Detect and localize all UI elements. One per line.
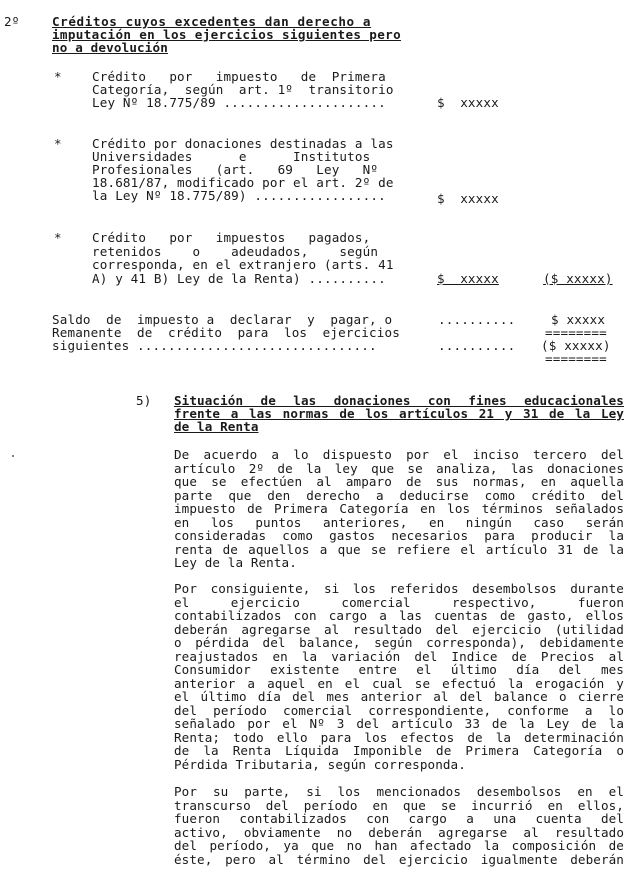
paragraph-line: anterior a aquel en el cual se efectuó la erogación y: [174, 675, 624, 691]
paragraph-line: impuesto de Primera Categoría en los términos señalados: [174, 501, 624, 516]
item-3-line-1: Crédito por impuestos pagados,: [92, 230, 371, 245]
item-1-line-3: Ley Nº 18.775/89 .....................: [92, 95, 386, 110]
paragraph-line: artículo 2º de la ley que se analiza, las donaciones: [174, 460, 624, 476]
item-bullet: *: [54, 69, 62, 84]
paragraph-line: de la Renta Líquida Imponible de Primera Categoría o: [174, 743, 624, 758]
summary-value-1: $ xxxxx: [551, 312, 606, 327]
paragraph-line: Consumidor existente entre el último día del mes: [174, 662, 624, 677]
paragraph-line: Ley de la Renta.: [174, 555, 297, 570]
paragraph-line: activo, obviamente no deberán agregarse al resultado: [174, 824, 624, 840]
paragraph-3: [174, 785, 624, 866]
paragraph-line: De acuerdo a lo dispuesto por el inciso tercero del: [174, 447, 624, 462]
item-1-line-2: Categoría, según art. 1º transitorio: [92, 82, 394, 97]
paragraph-line: Pérdida Tributaria, según corresponda.: [174, 756, 466, 772]
item-3-amount: $ xxxxx: [437, 271, 499, 286]
paragraph-line: éste, pero al término del ejercicio igualmente deberán: [174, 851, 624, 867]
paragraph-line: renta de aquellos a que se refiere el artículo 31 de la: [174, 541, 624, 557]
section-number: 2º: [4, 14, 20, 29]
paragraph-line: deberán agregarse al resultado del ejercicio (utilidad: [174, 621, 624, 637]
paragraph-line: que se efectúen al amparo de sus normas, en aquella: [174, 474, 624, 489]
summary-dots-1: ..........: [438, 312, 516, 327]
summary-line-2: Remanente de crédito para los ejercicios: [52, 325, 400, 340]
item-1-amount: $ xxxxx: [437, 95, 499, 110]
paragraph-line: del período comercial correspondiente, conforme a lo: [174, 702, 624, 718]
item-2-amount: $ xxxxx: [437, 191, 499, 206]
paragraph-line: reajustados en la variación del Indice de Precios al: [174, 648, 624, 664]
paragraph-2: [174, 582, 624, 771]
section-5-heading-line-1: Situación de las donaciones con fines educacionales: [174, 393, 624, 408]
section-number: 5): [136, 393, 152, 408]
summary-rule-1: ========: [545, 325, 607, 340]
summary-line-1: Saldo de impuesto a declarar y pagar, o: [52, 312, 393, 327]
item-1-line-1: Crédito por impuesto de Primera: [92, 69, 386, 84]
section-heading-line-1: Créditos cuyos excedentes dan derecho a: [52, 14, 372, 29]
section-5-heading-line-3: de la Renta: [174, 419, 259, 434]
item-2-line-1: Crédito por donaciones destinadas a las: [92, 136, 394, 151]
item-3-line-4: A) y 41 B) Ley de la Renta) ..........: [92, 271, 386, 286]
paragraph-line: Por su parte, si los mencionados desembolsos en el: [174, 784, 624, 799]
paragraph-line: el ejercicio comercial respectivo, fueron: [174, 594, 624, 610]
paragraph-line: señalado por el Nº 3 del artículo 33 de la Ley de la: [174, 716, 624, 731]
summary-value-2: ($ xxxxx): [541, 338, 611, 353]
section-heading-line-2: imputación en los ejercicios siguientes pero: [52, 27, 402, 42]
paragraph-line: fueron contabilizados con cargo a una cuenta del: [174, 811, 624, 826]
item-2-line-5: la Ley Nº 18.775/89) .................: [92, 188, 386, 203]
item-3-line-3: corresponda, en el extranjero (arts. 41: [92, 257, 394, 272]
paragraph-1: [174, 448, 624, 570]
item-bullet: *: [54, 230, 62, 245]
scan-speck: [12, 455, 14, 457]
section-5-heading-line-2: frente a las normas de los artículos 21 y 31 de la Ley: [174, 406, 624, 421]
section-heading-line-3: no a devolución: [52, 40, 168, 55]
item-3-total: ($ xxxxx): [543, 271, 613, 286]
paragraph-line: contabilizados con cargo a las cuentas de gasto, ellos: [174, 608, 624, 623]
paragraph-line: Renta; todo ello para los efectos de la determinación: [174, 729, 624, 745]
summary-dots-2: ..........: [438, 338, 516, 353]
section-5-heading: [174, 394, 624, 433]
paragraph-line: del período, ya que no han afectado la composición de: [174, 838, 624, 853]
paragraph-line: o pérdida del balance, según corresponda), debidamente: [174, 635, 624, 650]
paragraph-line: transcurso del período en que se incurrió en ellos,: [174, 797, 624, 813]
item-3-line-2: retenidos o adeudados, según: [92, 244, 379, 259]
paragraph-line: parte que den derecho a deducirse como crédito del: [174, 487, 624, 503]
summary-line-3: siguientes ...............................: [52, 338, 377, 353]
item-2-line-2: Universidades e Institutos: [92, 149, 371, 164]
paragraph-line: consideradas como gastos necesarios para producir la: [174, 528, 624, 543]
paragraph-line: el último día del mes anterior al del balance o cierre: [174, 689, 624, 704]
paragraph-line: en los puntos anteriores, en ningún caso serán: [174, 514, 624, 530]
item-bullet: *: [54, 136, 62, 151]
item-2-line-4: 18.681/87, modificado por el art. 2º de: [92, 175, 394, 190]
paragraph-line: Por consiguiente, si los referidos desembolsos durante: [174, 581, 624, 596]
item-2-line-3: Profesionales (art. 69 Ley Nº: [92, 162, 379, 177]
summary-rule-2: ========: [545, 351, 607, 366]
